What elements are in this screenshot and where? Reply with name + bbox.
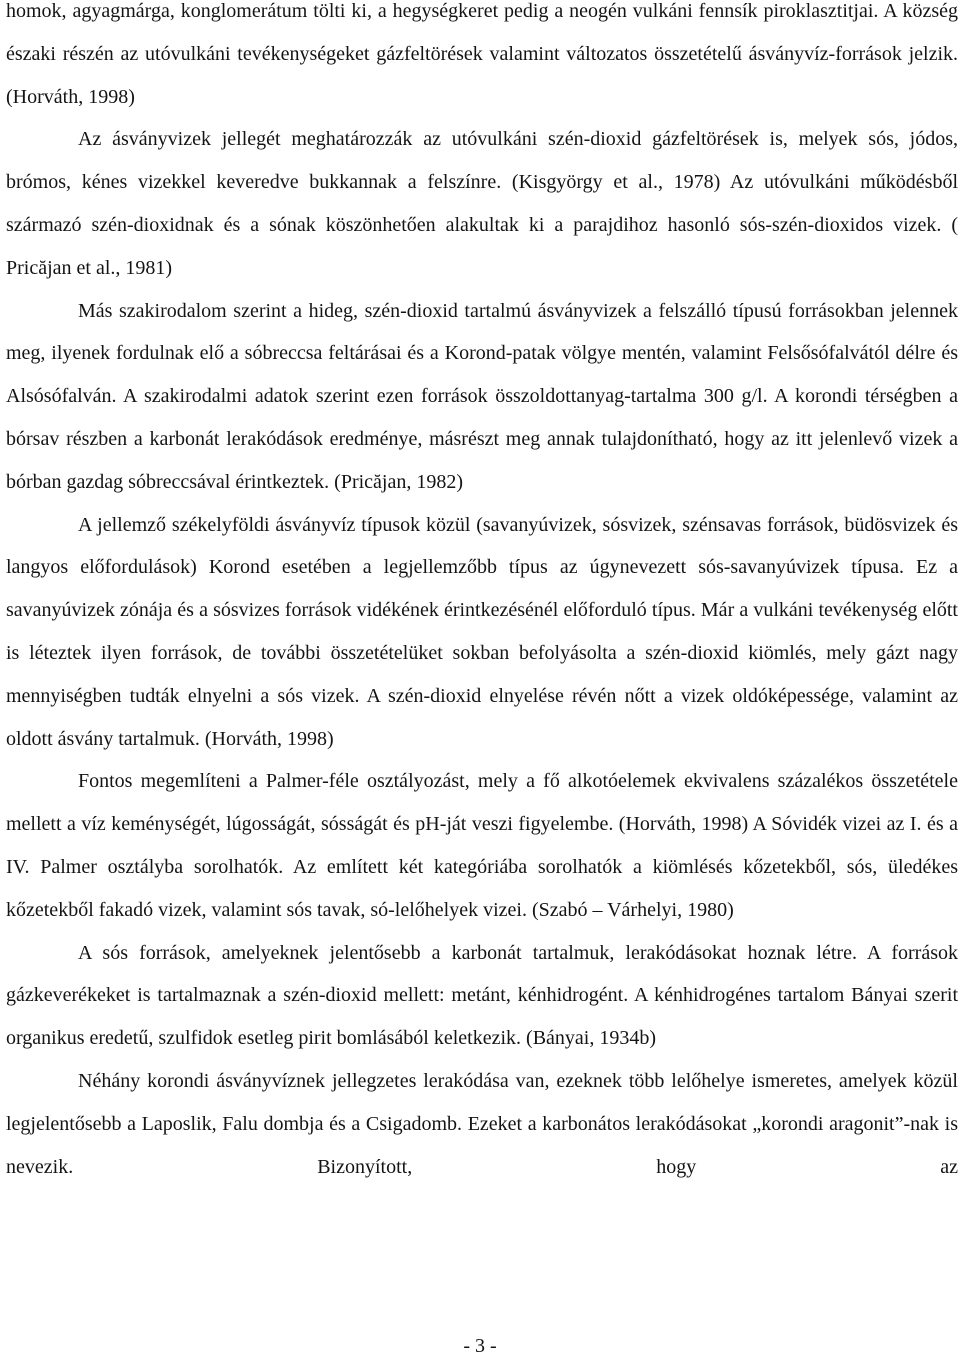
page-number: - 3 - [463,1335,497,1357]
paragraph-3: Más szakirodalom szerint a hideg, szén-dioxid tartalmú ásványvizek a felszálló típusú forrásokban jelennek meg, ilyenek fordulnak elő a sóbreccsa feltárásai és a Korond-patak völgye mentén, valamint Felsősófalvától délre és Alsósófalván. A szakirodalmi adatok szerint ezen források összoldottanyag-tartalma 300 g/l. A korondi térségben a bórsav részben a karbonát lerakódások eredménye, másrészt meg annak tulajdonítható, hogy az itt jelenlevő vizek a bórban gazdag sóbreccsával érintkeztek. (Pricăjan, 1982) [6,299,958,493]
paragraph-1: homok, agyagmárga, konglomerátum tölti ki, a hegységkeret pedig a neogén vulkáni fennsík piroklasztitjai. A község északi részén az utóvulkáni tevékenységeket gázfeltörések valamint változatos összetételű ásványvíz-források jelzik. (Horváth, 1998) [6,0,958,108]
paragraph-7: Néhány korondi ásványvíznek jellegzetes lerakódása van, ezeknek több lelőhelye ismeretes, amelyek közül legjelentősebb a Laposlik, Falu dombja és a Csigadomb. Ezeket a karbonátos lerakódásokat „korondi aragonit”-nak is nevezik. Bizonyított, hogy az [6,1069,958,1178]
paragraph-2: Az ásványvizek jellegét meghatározzák az utóvulkáni szén-dioxid gázfeltörések is, melyek sós, jódos, brómos, kénes vizekkel keveredve bukkannak a felszínre. (Kisgyörgy et al., 1978) Az utóvulkáni működésből származó szén-dioxidnak és a sónak köszönhetően alakultak ki a parajdihoz hasonló sós-szén-dioxidos vizek. ( Pricăjan et al., 1981) [6,128,958,279]
paragraph-4: A jellemző székelyföldi ásványvíz típusok közül (savanyúvizek, sósvizek, szénsavas források, büdösvizek és langyos előfordulások) Korond esetében a legjellemzőbb típus az úgynevezett sós-savanyúvizek típusa. Ez a savanyúvizek zónája és a sósvizes források vidékének érintkezésénél előforduló típus. Már a vulkáni tevékenység előtt is léteztek ilyen források, de további összetételüket sokban befolyásolta a szén-dioxid kiömlés, mely gázt nagy mennyiségben tudták elnyelni a sós vizek. A szén-dioxid elnyelése révén nőtt a vizek oldóképessége, valamint az oldott ásvány tartalmuk. (Horváth, 1998) [6,513,958,750]
document-page [6,0,958,1188]
paragraph-5: Fontos megemlíteni a Palmer-féle osztályozást, mely a fő alkotóelemek ekvivalens százalékos összetétele mellett a víz keménységét, lúgosságát, sósságát és pH-ját veszi figyelembe. (Horváth, 1998) A Sóvidék vizei az I. és a IV. Palmer osztályba sorolhatók. Az említett két kategóriába sorolhatók a kiömlésés kőzetekből, sós, üledékes kőzetekből fakadó vizek, valamint sós tavak, só-lelőhelyek vizei. (Szabó – Várhelyi, 1980) [6,770,958,921]
paragraph-6: A sós források, amelyeknek jelentősebb a karbonát tartalmuk, lerakódásokat hoznak létre. A források gázkeverékeket is tartalmaznak a szén-dioxid mellett: metánt, kénhidrogént. A kénhidrogénes tartalom Bányai szerit organikus eredetű, szulfidok esetleg pirit bomlásából keletkezik. (Bányai, 1934b) [6,941,958,1050]
